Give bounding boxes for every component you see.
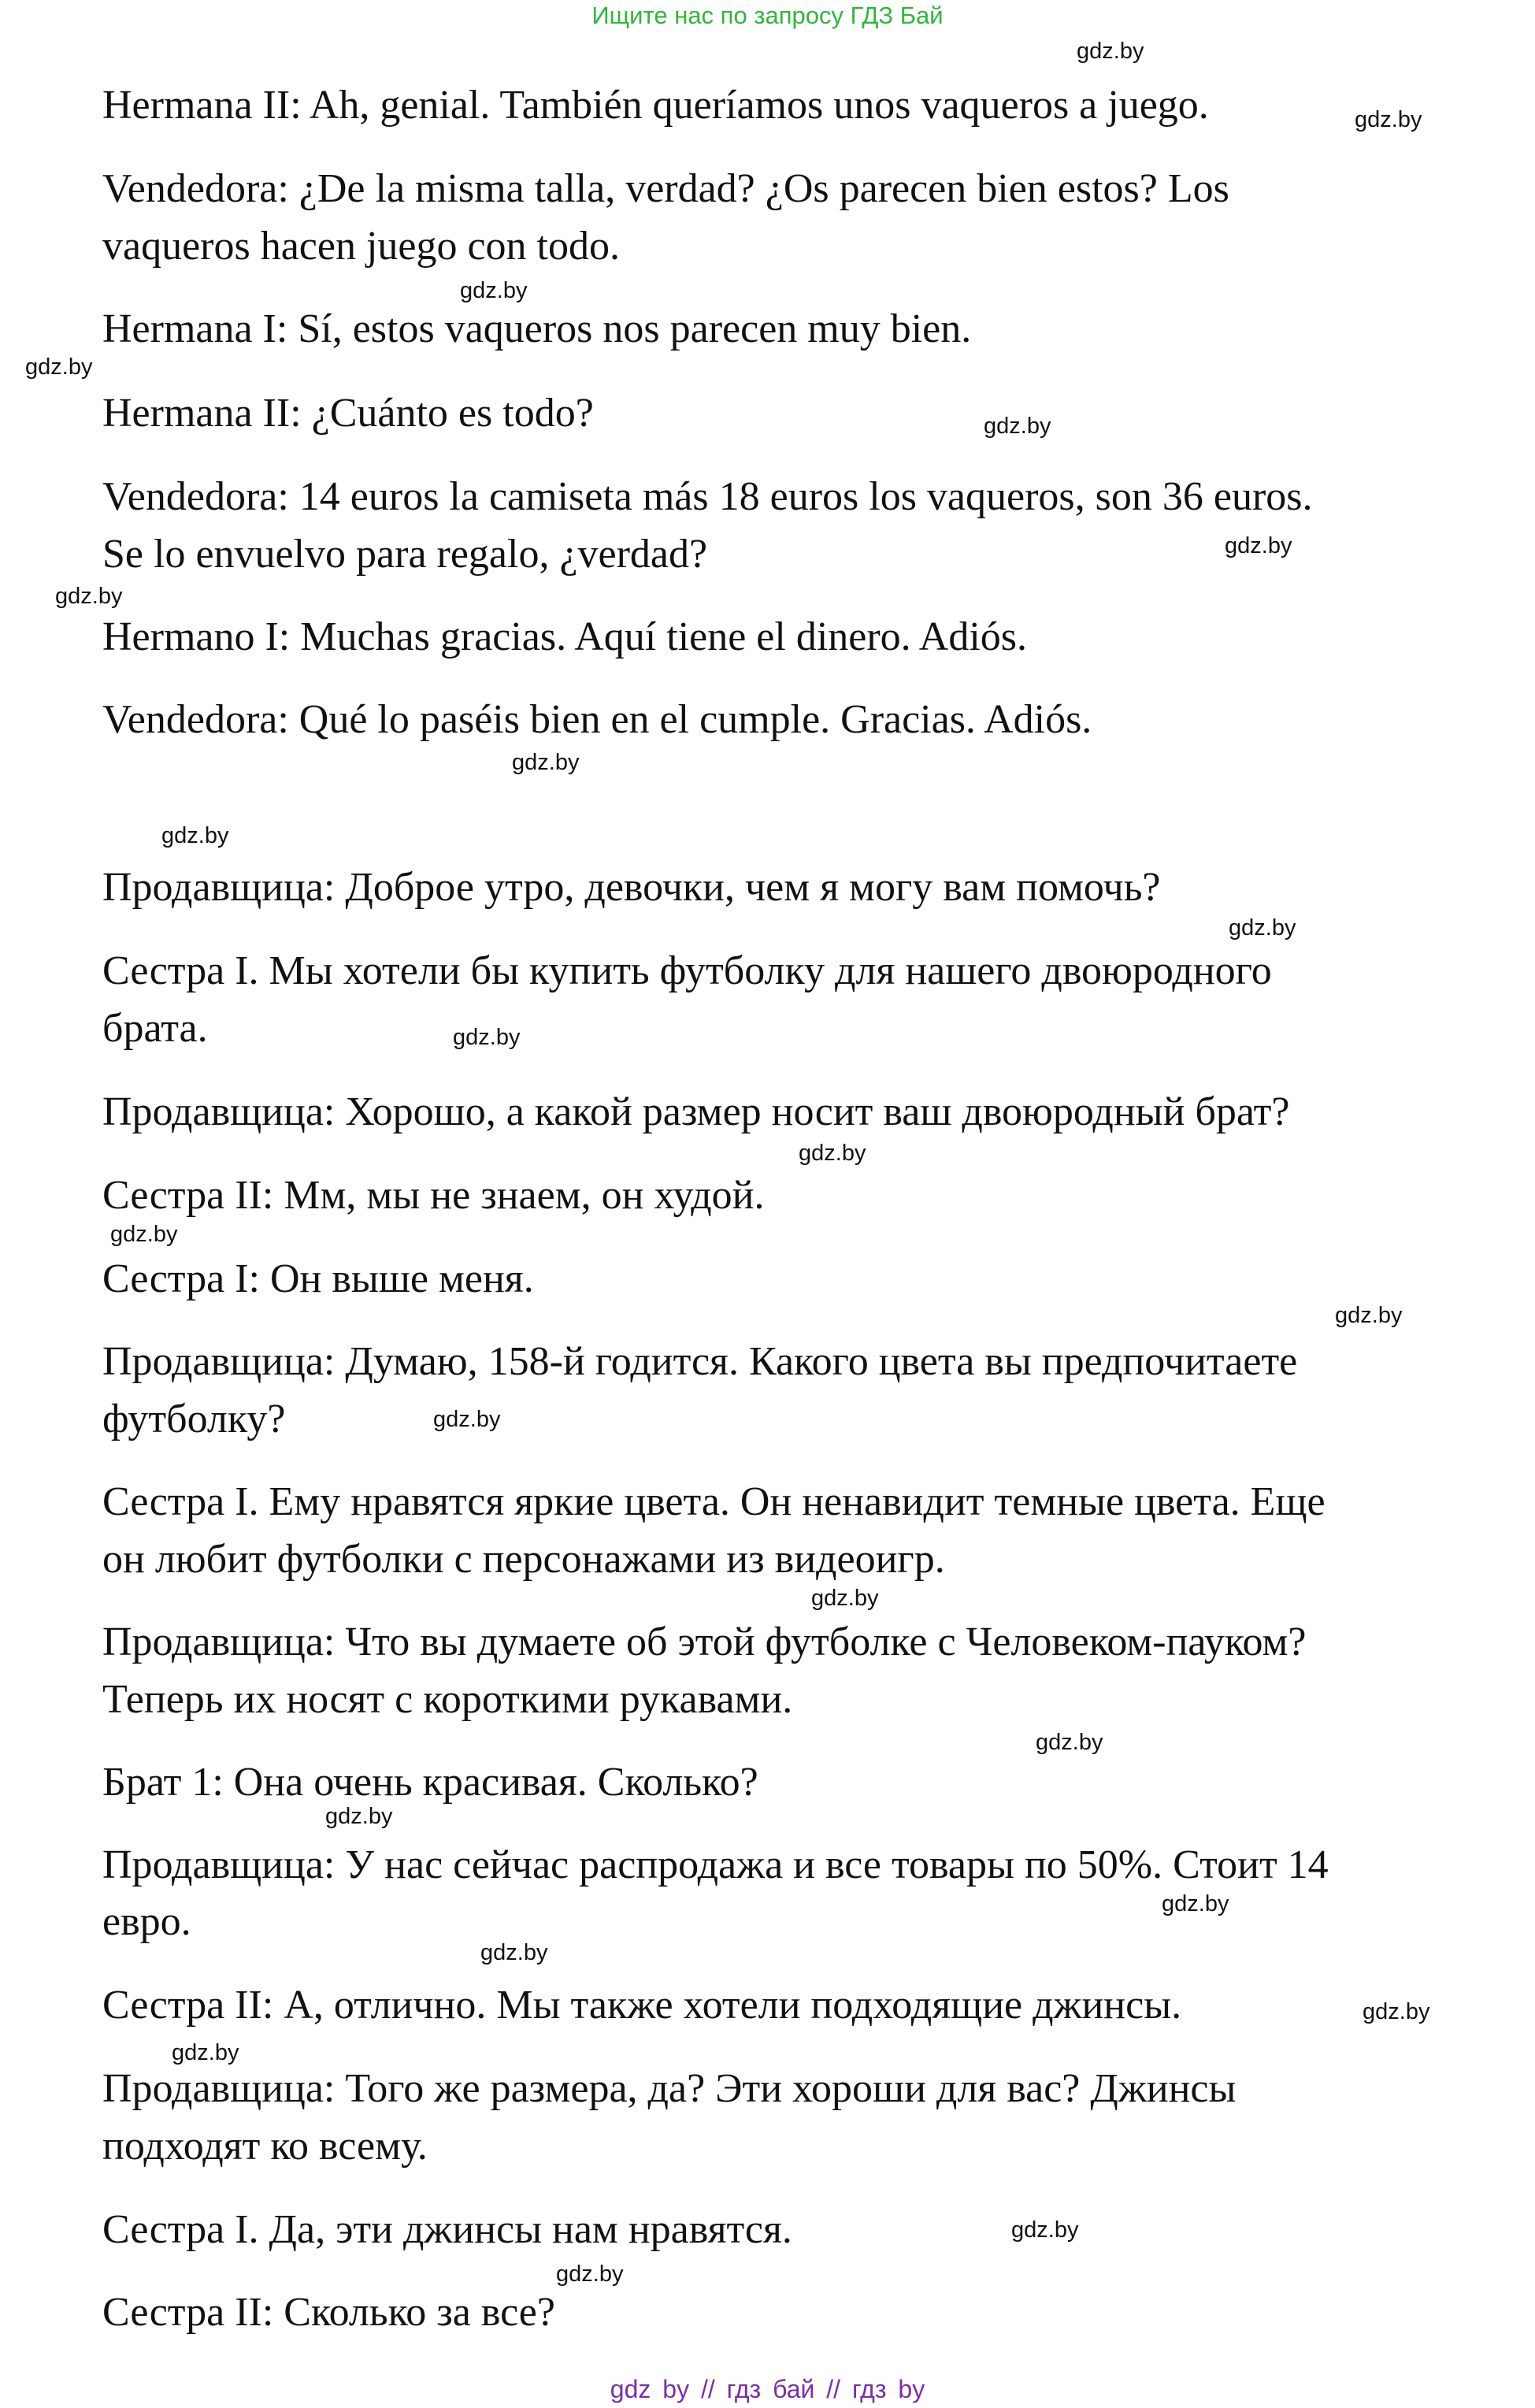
watermark-text: gdz.by [811, 1586, 879, 1611]
dialogue-line: футболку? [102, 1397, 286, 1441]
watermark-text: gdz.by [433, 1407, 501, 1432]
watermark-text: gdz.by [1225, 533, 1292, 558]
watermark-text: gdz.by [1011, 2217, 1079, 2243]
watermark-text: gdz.by [984, 414, 1051, 439]
watermark-text: gdz.by [1335, 1303, 1403, 1328]
dialogue-line: Hermana II: ¿Cuánto es todo? [102, 391, 594, 436]
dialogue-line: Сестра I. Да, эти джинсы нам нравятся. [102, 2207, 792, 2252]
dialogue-line: Сестра I. Мы хотели бы купить футболку для нашего двоюродного [102, 948, 1272, 993]
dialogue-line: Продавщица: Хорошо, а какой размер носит ваш двоюродный брат? [102, 1089, 1290, 1134]
dialogue-line: подходят ко всему. [102, 2124, 428, 2169]
watermark-text: gdz.by [1077, 39, 1144, 64]
watermark-text: gdz.by [480, 1940, 548, 1965]
dialogue-line: vaqueros hacen juego con todo. [102, 224, 621, 269]
dialogue-line: Hermana II: Ah, genial. También queríamos unos vaqueros a juego. [102, 83, 1209, 128]
dialogue-line: Vendedora: Qué lo paséis bien en el cumple. Gracias. Adiós. [102, 697, 1092, 742]
dialogue-line: Продавщица: У нас сейчас распродажа и все товары по 50%. Стоит 14 [102, 1842, 1329, 1887]
watermark-text: gdz.by [325, 1804, 393, 1829]
watermark-text: gdz.by [512, 750, 580, 775]
watermark-text: gdz.by [1162, 1891, 1229, 1916]
dialogue-line: Сестра II: А, отлично. Мы также хотели подходящие джинсы. [102, 1983, 1182, 2028]
dialogue-line: Vendedora: 14 euros la camiseta más 18 euros los vaqueros, son 36 euros. [102, 474, 1313, 519]
dialogue-line: Продавщица: Что вы думаете об этой футболке с Человеком-пауком? [102, 1620, 1307, 1664]
dialogue-line: Hermana I: Sí, estos vaqueros nos parecen muy bien. [102, 306, 972, 351]
dialogue-line: Hermano I: Muchas gracias. Aquí tiene el dinero. Adiós. [102, 614, 1028, 659]
dialogue-line: он любит футболки с персонажами из видеоигр. [102, 1537, 945, 1582]
watermark-text: gdz.by [110, 1222, 178, 1247]
dialogue-line: Vendedora: ¿De la misma talla, verdad? ¿Os parecen bien estos? Los [102, 166, 1229, 211]
watermark-text: gdz.by [460, 278, 528, 303]
watermark-text: gdz.by [453, 1025, 521, 1050]
watermark-text: gdz.by [1036, 1730, 1103, 1755]
dialogue-line: брата. [102, 1006, 208, 1051]
watermark-text: gdz.by [556, 2261, 624, 2287]
dialogue-line: Брат 1: Она очень красивая. Сколько? [102, 1760, 758, 1805]
watermark-text: gdz.by [1229, 915, 1296, 941]
watermark-text: gdz.by [25, 354, 93, 380]
dialogue-line: Сестра II: Сколько за все? [102, 2290, 555, 2335]
watermark-text: gdz.by [1363, 1999, 1430, 2024]
dialogue-line: Сестра I. Ему нравятся яркие цвета. Он ненавидит темные цвета. Еще [102, 1479, 1326, 1524]
dialogue-line: Теперь их носят с короткими рукавами. [102, 1677, 793, 1722]
watermark-text: gdz.by [55, 584, 123, 609]
dialogue-line: Продавщица: Доброе утро, девочки, чем я могу вам помочь? [102, 865, 1161, 910]
dialogue-line: Сестра II: Мм, мы не знаем, он худой. [102, 1173, 765, 1218]
watermark-text: gdz.by [172, 2040, 239, 2065]
dialogue-line: Se lo envuelvo para regalo, ¿verdad? [102, 532, 708, 577]
watermark-text: gdz.by [161, 823, 229, 848]
dialogue-line: Сестра I: Он выше меня. [102, 1256, 534, 1301]
dialogue-line: Продавщица: Думаю, 158-й годится. Какого цвета вы предпочитаете [102, 1339, 1298, 1384]
dialogue-line: Продавщица: Того же размера, да? Эти хороши для вас? Джинсы [102, 2066, 1237, 2111]
bottom-site-banner[interactable]: gdz by // гдз бай // гдз by [610, 2375, 925, 2403]
watermark-text: gdz.by [799, 1141, 866, 1166]
top-search-banner[interactable]: Ищите нас по запросу ГДЗ Бай [591, 2, 944, 29]
dialogue-line: евро. [102, 1899, 191, 1944]
watermark-text: gdz.by [1355, 107, 1422, 132]
